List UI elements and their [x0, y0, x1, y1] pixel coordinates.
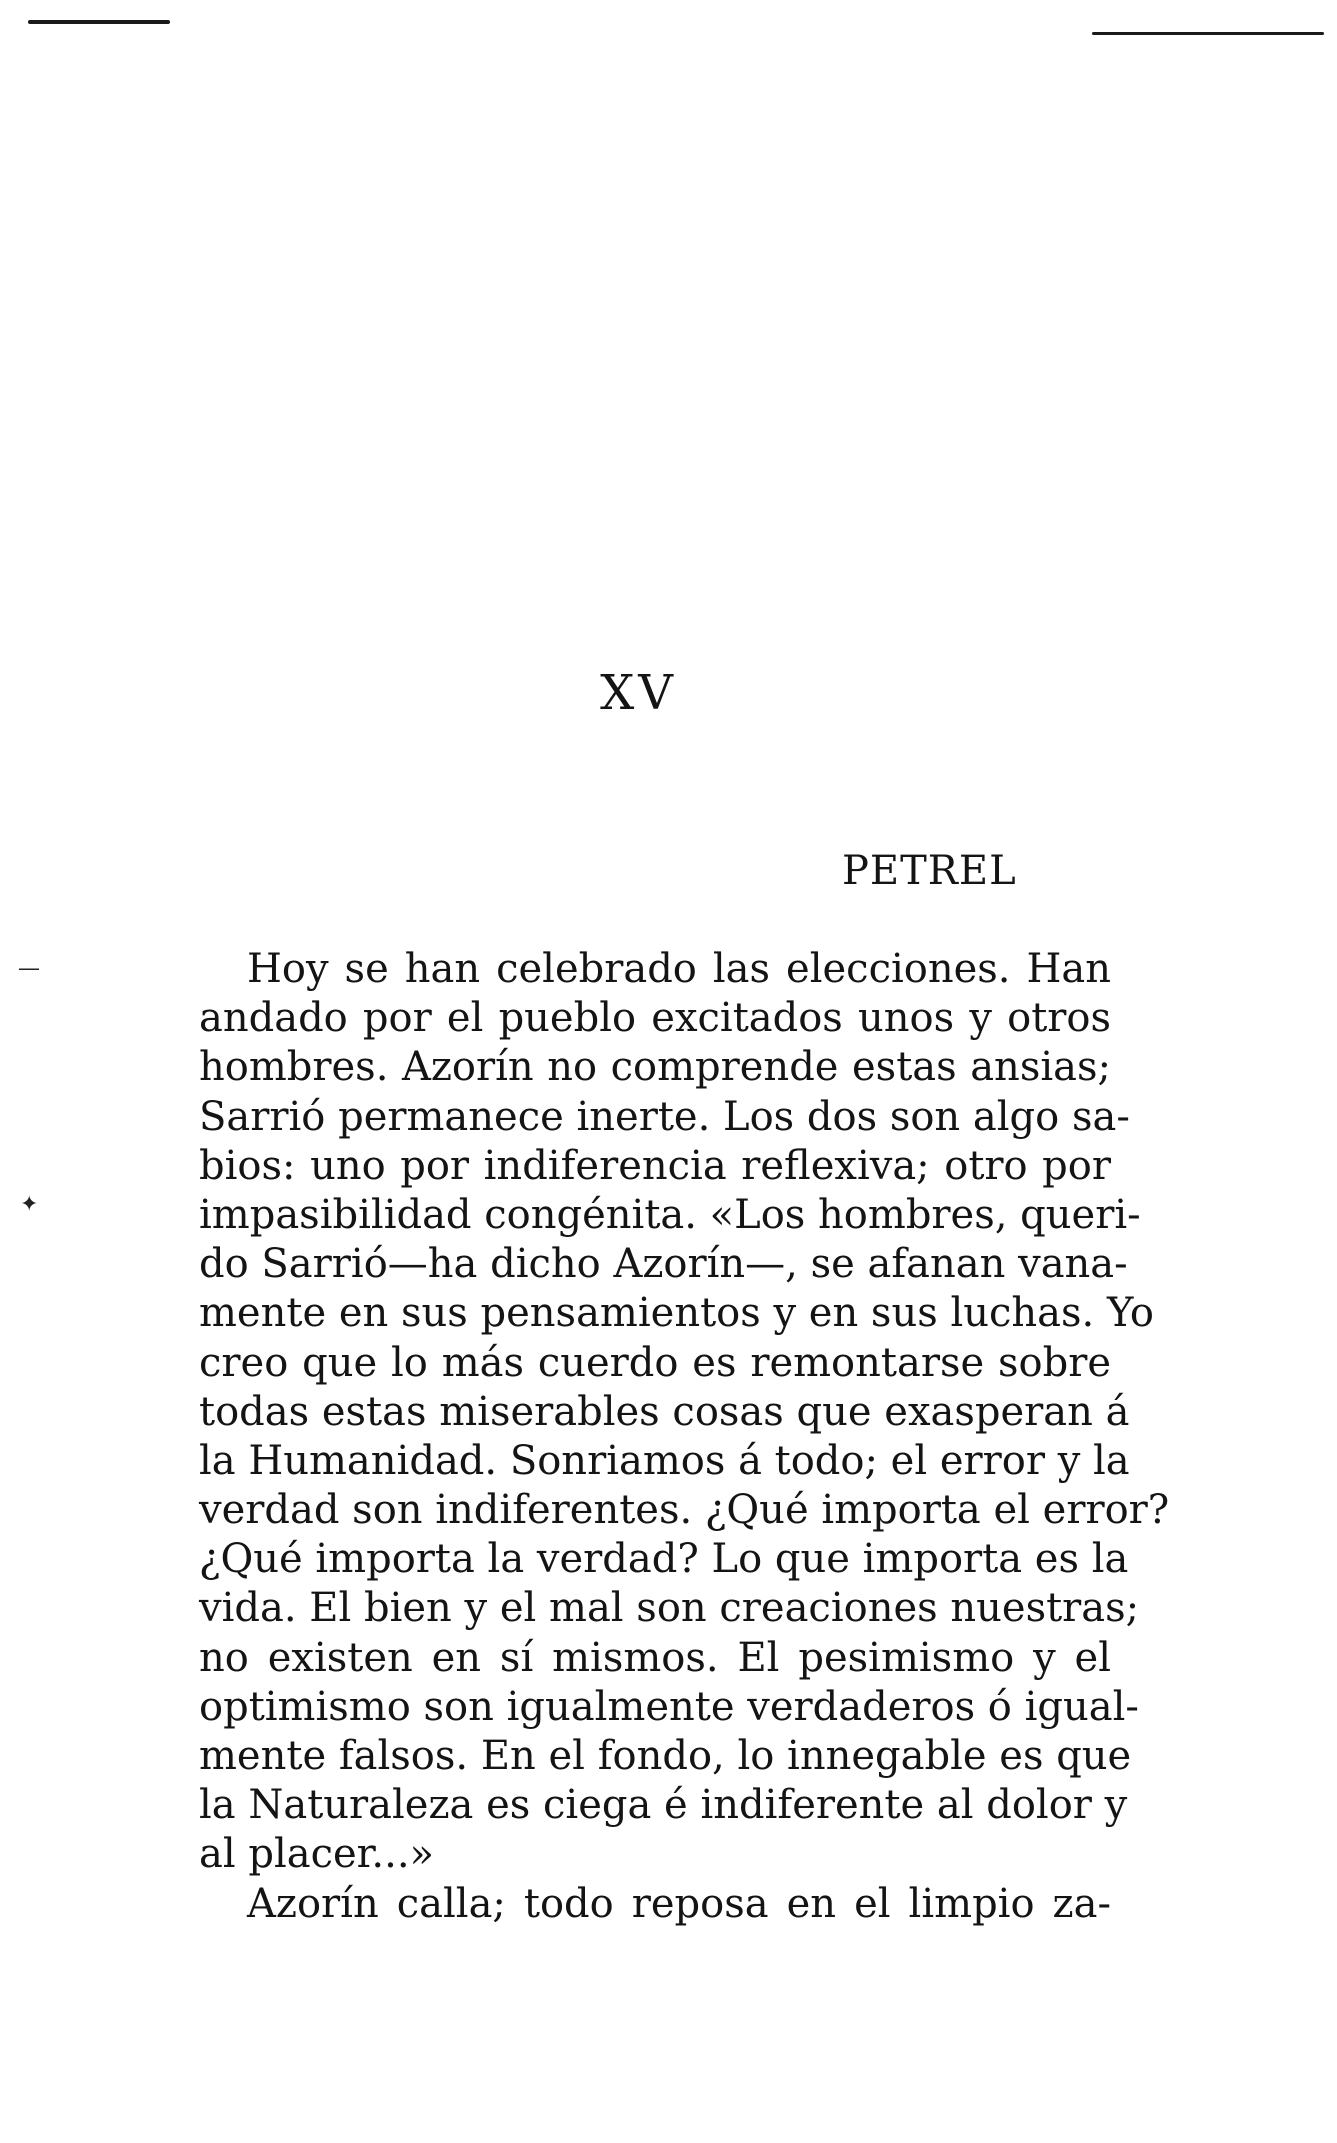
- body-text: [199, 945, 1170, 1929]
- text-line: do Sarrió—ha dicho Azorín—, se afanan vana-: [199, 1241, 1128, 1288]
- text-line: Azorín calla; todo reposa en el limpio za-: [247, 1880, 1111, 1927]
- text-line: ¿Qué importa la verdad? Lo que importa es la: [199, 1536, 1129, 1583]
- margin-mark: —: [18, 956, 40, 981]
- text-line: Hoy se han celebrado las elecciones. Han: [247, 946, 1111, 992]
- text-line: Sarrió permanece inerte. Los dos son algo sa-: [199, 1093, 1130, 1140]
- text-line: la Humanidad. Sonriamos á todo; el error y la: [199, 1437, 1130, 1484]
- text-line: la Naturaleza es ciega é indiferente al dolor y: [199, 1782, 1128, 1829]
- text-line: al placer...»: [199, 1831, 435, 1878]
- text-line: mente falsos. En el fondo, lo innegable es que: [199, 1733, 1132, 1779]
- text-line: bios: uno por indiferencia reflexiva; otro por: [199, 1142, 1111, 1189]
- chapter-number: XV: [600, 665, 677, 721]
- chapter-title: PETREL: [842, 848, 1017, 894]
- text-line: mente en sus pensamientos y en sus luchas. Yo: [199, 1290, 1154, 1337]
- text-line: vida. El bien y el mal son creaciones nuestras;: [199, 1585, 1140, 1632]
- text-line: creo que lo más cuerdo es remontarse sobre: [199, 1339, 1111, 1386]
- margin-mark: ✦: [20, 1192, 39, 1217]
- top-left-print-rule: [28, 20, 170, 24]
- text-line: optimismo son igualmente verdaderos ó igual-: [199, 1683, 1139, 1730]
- text-line: andado por el pueblo excitados unos y otros: [199, 995, 1111, 1042]
- top-right-print-rule: [1092, 32, 1324, 35]
- text-line: impasibilidad congénita. «Los hombres, queri-: [199, 1191, 1141, 1238]
- text-line: hombres. Azorín no comprende estas ansias;: [199, 1044, 1111, 1091]
- text-line: verdad son indiferentes. ¿Qué importa el error?: [199, 1487, 1170, 1534]
- text-line: no existen en sí mismos. El pesimismo y el: [199, 1634, 1111, 1681]
- text-line: todas estas miserables cosas que exasperan á: [199, 1388, 1130, 1435]
